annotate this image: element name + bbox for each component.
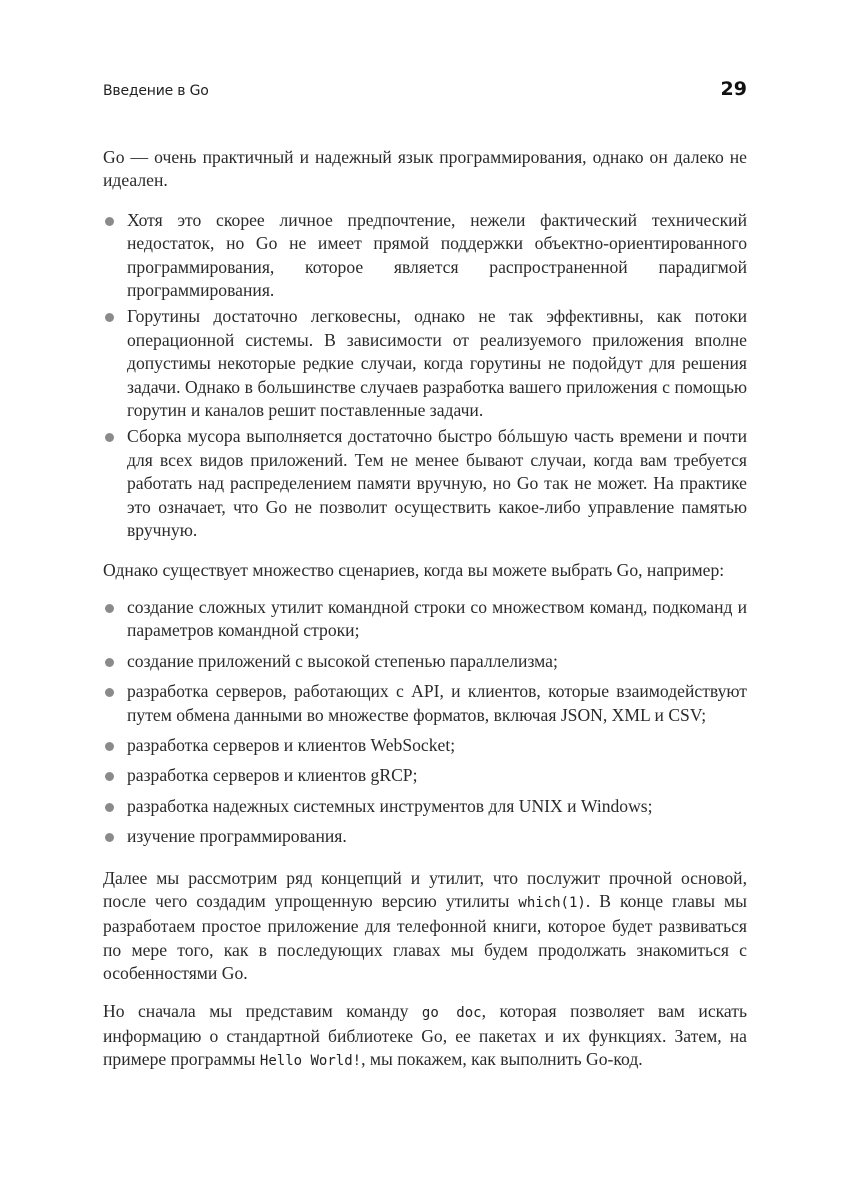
list-item	[103, 764, 747, 787]
list-item-text: разработка серверов и клиентов gRCP;	[127, 765, 418, 786]
list-item	[103, 795, 747, 818]
bullet-icon	[105, 604, 114, 613]
page-number: 29	[720, 78, 747, 100]
list-item-text: изучение программирования.	[127, 826, 347, 847]
list-item	[103, 650, 747, 673]
bullet-icon	[105, 433, 114, 442]
list-item	[103, 596, 747, 643]
list-item-text: разработка серверов и клиентов WebSocket;	[127, 734, 456, 755]
text-span: , которая позволяет вам искать информацию о стандартной библиотеке Go, ее пакетах и их функциях. Затем, на примере программы	[103, 1000, 747, 1070]
bullet-icon	[105, 688, 114, 697]
bullet-icon	[105, 313, 114, 322]
list-item	[103, 734, 747, 757]
inline-code: which(1)	[518, 894, 586, 911]
list-item-text: создание приложений с высокой степенью параллелизма;	[127, 650, 558, 671]
scenarios-intro-paragraph: Однако существует множество сценариев, когда вы можете выбрать Go, например:	[103, 559, 725, 580]
next-steps-paragraph	[103, 867, 747, 986]
list-item-text: создание сложных утилит командной строки со множеством команд, подкоманд и параметров командной строки;	[127, 596, 747, 641]
bullet-icon	[105, 742, 114, 751]
bullet-icon	[105, 772, 114, 781]
list-item	[103, 425, 747, 542]
text-span: Но сначала мы представим команду	[103, 1000, 422, 1021]
running-header	[103, 78, 747, 102]
text-span: , мы покажем, как выполнить Go-код.	[361, 1049, 643, 1070]
list-item-text: разработка надежных системных инструментов для UNIX и Windows;	[127, 795, 653, 816]
text-span: . В конце главы мы разработаем простое приложение для телефонной книги, которое будет развиваться по мере того, как в последующих главах мы будем продолжать знакомиться с особенностями Go.	[103, 890, 747, 984]
drawbacks-list	[103, 209, 747, 543]
inline-code: Hello World!	[259, 1053, 362, 1070]
list-item	[103, 680, 747, 727]
chapter-title: Введение в Go	[103, 83, 209, 99]
text-span: Далее мы рассмотрим ряд концепций и утилит, что послужит прочной основой, после чего создадим упрощенную версию утилиты	[103, 867, 747, 911]
list-item	[103, 305, 747, 422]
list-item	[103, 209, 747, 303]
inline-code: go doc	[421, 1004, 482, 1021]
scenarios-list	[103, 596, 747, 849]
page-body	[103, 146, 747, 1074]
list-item-text: разработка серверов, работающих с API, и клиентов, которые взаимодействуют путем обмена данными во множестве форматов, включая JSON, XML и CSV;	[127, 681, 747, 725]
list-item-text: Сборка мусора выполняется достаточно быстро бóльшую часть времени и почти для всех видов приложений. Тем не менее бывают случаи, когда вам требуется работать над распределением памяти вручную, но Go так не может. На практике это означает, что Go не позволит осуществить какое-либо управление памятью вручную.	[127, 426, 747, 541]
go-doc-paragraph	[103, 1000, 747, 1074]
bullet-icon	[105, 217, 114, 226]
bullet-icon	[105, 658, 114, 667]
list-item-text: Хотя это скорее личное предпочтение, нежели фактический технический недостаток, но Go не имеет прямой поддержки объектно-ориентированного программирования, которое является распространенной парадигмой программирования.	[127, 209, 747, 301]
list-item-text: Горутины достаточно легковесны, однако не так эффективны, как потоки операционной системы. В зависимости от реализуемого приложения вполне допустимы некоторые редкие случаи, когда горутины не подойдут для решения задачи. Однако в большинстве случаев разработка вашего приложения с помощью горутин и каналов решит поставленные задачи.	[127, 306, 747, 421]
bullet-icon	[105, 833, 114, 842]
intro-paragraph: Go — очень практичный и надежный язык программирования, однако он далеко не идеален.	[103, 147, 747, 191]
bullet-icon	[105, 803, 114, 812]
list-item	[103, 825, 747, 848]
